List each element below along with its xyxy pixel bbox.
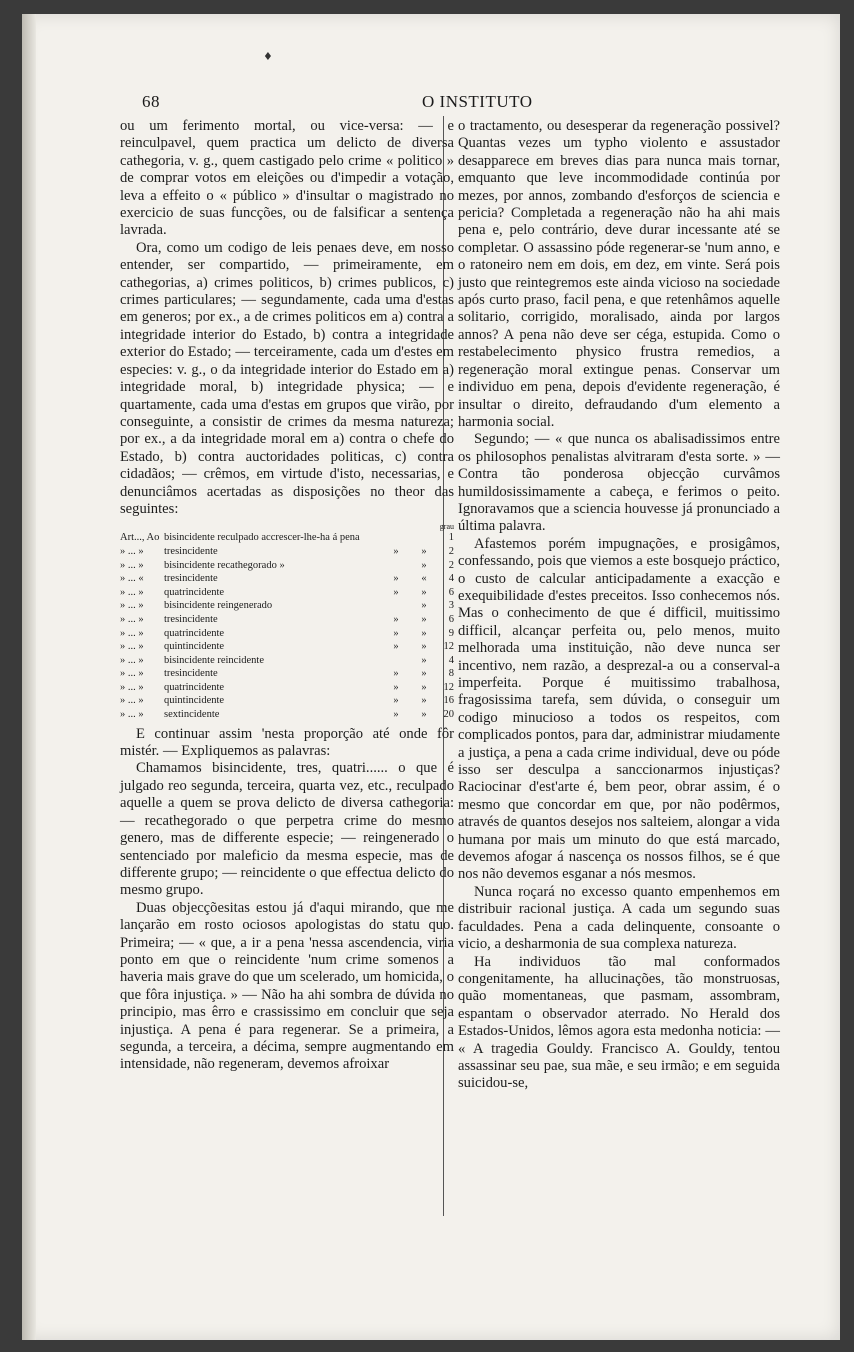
table-cell-q2: » — [421, 695, 427, 707]
table-cell-label: tresincidente — [164, 573, 218, 585]
table-cell-value: 4 — [448, 654, 454, 666]
table-cell-label: tresincidente — [164, 545, 218, 557]
table-cell-label: bisincidente reingenerado — [164, 600, 273, 612]
table-cell-value: 6 — [448, 586, 454, 598]
table-cell-q2: » — [421, 545, 427, 557]
table-cell-q1: » — [393, 641, 399, 653]
table-cell-q1: » — [393, 695, 399, 707]
table-cell-prefix: » ... » — [120, 586, 144, 598]
degree-label: grau — [439, 522, 454, 532]
table-cell-prefix: Art..., Ao — [120, 532, 160, 544]
table-cell-label: bisincidente reincidente — [164, 654, 265, 666]
page-number: 68 — [142, 92, 160, 111]
table-cell-prefix: » ... » — [120, 681, 144, 693]
table-cell-q2: « — [421, 573, 427, 585]
paragraph: Chamamos bisincidente, tres, quatri...... o que é julgado reo segunda, terceira, quarta vez, etc., reculpado aquelle a quem se prova delicto de diversa cathegoria: — recathegorado o que perpetra crime do mesmo genero, mas de differente especie; — reingenerado o sentenciado por maleficio da mesma especie, mas de differente grupo; — reincidente o que effectua delicto do mesmo grupo. — [120, 760, 454, 899]
table-cell-prefix: » ... » — [120, 545, 144, 557]
table-row — [120, 572, 454, 586]
table-cell-q2: » — [421, 681, 427, 693]
table-cell-q1: » — [393, 627, 399, 639]
table-cell-q1: » — [393, 681, 399, 693]
table-row — [120, 681, 454, 695]
table-cell-label: quatrincidente — [164, 627, 225, 639]
table-cell-prefix: » ... » — [120, 559, 144, 571]
table-cell-q2: » — [421, 600, 427, 612]
page-gutter — [22, 14, 36, 1340]
table-cell-q1: » — [393, 573, 399, 585]
table-cell-q1: » — [393, 586, 399, 598]
table-cell-q2: » — [421, 641, 427, 653]
table-cell-q1 — [382, 559, 410, 573]
paragraph: Afastemos porém impugnações, e prosigâmos, confessando, pois que viemos a este bosquejo práctico, o custo de calcular anticipadamente a exacção e exequibilidade d'estes preceitos. Isso conhecemos nós. Mas o conhecimento de que é difficil, muitissimo difficil, alcançar perfeita ou, pelo menos, muito melhorada uma instituição, não deve nunca ser incentivo, nem razão, a desprezal-a ou a conserval-a imperfeita. Porque é muitissimo trabalhosa, fragosissima tarefa, sem dúvida, o conseguir um codigo minucioso a todos os respeitos, com complicados pontos, para dar, administrar miudamente a justiça, a pena a cada crime individual, deve ou póde isso ser desculpa a sanccionarmos injustiças? Raciocinar d'est'arte é, bem peor, obrar assim, é o mesmo que concordar em que, por não podêrmos, através de quantos desejos nos salteiem, alongar a vida humana por mais um minuto do que está marcado, devemos afogar á nascença os nossos filhos, se é que nos não devemos esganar a nós mesmos. — [458, 535, 780, 883]
table-cell-label: bisincidente reculpado accrescer-lhe-ha á pena — [164, 532, 360, 544]
table-cell-value: 8 — [448, 668, 454, 680]
table-cell-prefix: » ... » — [120, 654, 144, 666]
paragraph: ou um ferimento mortal, ou vice-versa: — e reinculpavel, quem practica um delicto de diversa cathegoria, v. g., quem castigado pelo crime « politico » de comprar votos em eleições ou d'impedir a votação, leva a effeito o « público » d'insultar o magistrado no exercicio de suas funcções, ou de falsificar a sentença lavrada. — [120, 118, 454, 239]
paragraph: Ora, como um codigo de leis penaes deve, em nosso entender, ser compartido, — primeiramente, em cathegorias, a) crimes politicos, b) crimes publicos, c) crimes particulares; — segundamente, cada uma d'estas em generos; por ex., a de crimes politicos em a) contra a integridade interior do Estado, b) contra a integridade exterior do Estado; — terceiramente, cada um d'estes em especies: v. g., o da integridade interior do Estado em a) integridade moral, b) integridade physica; — e quartamente, cada uma d'estas em grupos que virão, por conseguinte, a consistir de crimes da mesma natureza; por ex., a da integridade moral em a) contra o chefe do Estado, b) contra auctoridades politicas, c) contra cidadãos; — crêmos, em virtude d'isto, necessarias, e denunciâmos acertadas as disposições no theor das seguintes: — [120, 239, 454, 517]
table-cell-q2: » — [421, 654, 427, 666]
running-title: O INSTITUTO — [422, 92, 533, 111]
table-cell-prefix: » ... » — [120, 600, 144, 612]
table-cell-q1 — [382, 654, 410, 668]
table-cell-q2: » — [421, 668, 427, 680]
table-row — [120, 654, 454, 668]
table-row — [120, 599, 454, 613]
table-cell-prefix: » ... » — [120, 668, 144, 680]
table-cell-value: 20 — [443, 709, 454, 721]
table-cell-q1 — [382, 599, 410, 613]
table-cell-value: 6 — [448, 613, 454, 625]
table-cell-value: 16 — [443, 695, 454, 707]
table-cell-prefix: » ... » — [120, 641, 144, 653]
table-cell-value: 3 — [448, 600, 454, 612]
table-row — [120, 667, 454, 681]
table-cell-label: bisincidente recathegorado » — [164, 559, 285, 571]
paragraph: Ha individuos tão mal conformados congenitamente, ha allucinações, tão monstruosas, quão momentaneas, que pasmam, assombram, espantam o observador aterrado. No Herald dos Estados-Unidos, lêmos agora esta medonha noticia: — « A tragedia Gouldy. Francisco A. Gouldy, tentou assassinar seu pae, sua mãe, e seu irmão; e em seguida suicidou-se, — [458, 953, 780, 1092]
table-cell-prefix: » ... » — [120, 695, 144, 707]
table-cell-q2: » — [421, 613, 427, 625]
left-column — [120, 118, 454, 1074]
table-row — [120, 627, 454, 641]
table-cell-value: 2 — [448, 559, 454, 571]
table-cell-q2 — [410, 531, 438, 545]
table-row — [120, 694, 454, 708]
table-cell-value: 12 — [443, 681, 454, 693]
table-cell-label: quatrincidente — [164, 586, 225, 598]
paragraph: Segundo; — « que nunca os abalisadissimos entre os philosophos penalistas alvitraram d'esta sorte. » — Contra tão ponderosa objecção curvâmos humildosissimamente a cabeça, e ferimos o peito. Ignoravamos que a sciencia houvesse já pronunciado a última palavra. — [458, 431, 780, 535]
table-cell-label: sextincidente — [164, 709, 220, 721]
table-cell-prefix: » ... « — [120, 573, 144, 585]
table-cell-value: 9 — [448, 627, 454, 639]
table-cell-label: tresincidente — [164, 668, 218, 680]
paragraph: E continuar assim 'nesta proporção até onde fôr mistér. — Expliquemos as palavras: — [120, 725, 454, 760]
ink-mark: ♦ — [263, 50, 273, 63]
table-row — [120, 708, 454, 722]
table-cell-q2: » — [421, 559, 427, 571]
table-cell-prefix: » ... » — [120, 709, 144, 721]
table-cell-q1: » — [393, 545, 399, 557]
table-row — [120, 545, 454, 559]
table-row — [120, 613, 454, 627]
table-cell-label: quatrincidente — [164, 681, 225, 693]
table-cell-prefix: » ... » — [120, 627, 144, 639]
table-cell-label: quintincidente — [164, 695, 225, 707]
table-cell-q1: » — [393, 613, 399, 625]
table-cell-q1: » — [393, 709, 399, 721]
table-cell-value: 12 — [443, 641, 454, 653]
table-row — [120, 531, 454, 545]
page-header — [142, 92, 802, 116]
table-row — [120, 640, 454, 654]
table-cell-q1: » — [393, 668, 399, 680]
paragraph: Nunca roçará no excesso quanto empenhemos em distribuir racional justiça. A cada um segundo suas faculdades. Pena a cada delinquente, consoante o vicio, a desharmonia de sua complexa natureza. — [458, 883, 780, 953]
table-cell-prefix: » ... » — [120, 613, 144, 625]
right-column — [458, 118, 780, 1093]
table-row — [120, 559, 454, 573]
table-cell-q2: » — [421, 586, 427, 598]
paragraph: o tractamento, ou desesperar da regeneração possivel? Quantas vezes um typho violento e assustador desapparece em breves dias para nunca mais tornar, emquanto que leve incommodidade continúa por mezes, por annos, zombando d'esforços de sciencia e pericia? Completada a regeneração não ha ahi mais pena e, pelo contrário, deve durar incessante até se completar. O assassino póde regenerar-se 'num anno, e o ratoneiro nem em dois, em dez, em vinte. Será pois justo que reintegremos este ainda vicioso na sociedade após curto praso, facil pena, e que retenhâmos aquelle solitario, corrigido, moralisado, ainda por largos annos? A pena não deve ser céga, estupida. Como o restabelecimento physico frustra remedios, a regeneração moral extingue penas. Conservar um individuo em pena, depois d'evidente regeneração, é insultar o direito, defraudando d'um elemento a harmonia social. — [458, 118, 780, 430]
degree-table — [120, 531, 454, 721]
table-cell-q1 — [382, 531, 410, 545]
table-cell-value: 1 — [448, 532, 454, 544]
table-cell-q2: » — [421, 709, 427, 721]
table-row — [120, 586, 454, 600]
table-cell-label: tresincidente — [164, 613, 218, 625]
table-cell-value: 2 — [448, 545, 454, 557]
paragraph: Duas objecçõesitas estou já d'aqui mirando, que me lançarão em rosto ociosos apologistas do statu quo. Primeira; — « que, a ir a pena 'nessa ascendencia, viria ponto em que o reincidente 'num crime somenos a haveria mais grave do que um scelerado, um homicida, o que fôra injustiça. » — Não ha ahi sombra de dúvida no principio, mas êrro e crassissimo em concluir que seja injustiça. A pena é para regenerar. Se a primeira, a segunda, a terceira, a décima, sempre augmentando em intensidade, não regeneram, devemos afroixar — [120, 899, 454, 1073]
table-cell-label: quintincidente — [164, 641, 225, 653]
table-cell-q2: » — [421, 627, 427, 639]
table-cell-value: 4 — [448, 573, 454, 585]
